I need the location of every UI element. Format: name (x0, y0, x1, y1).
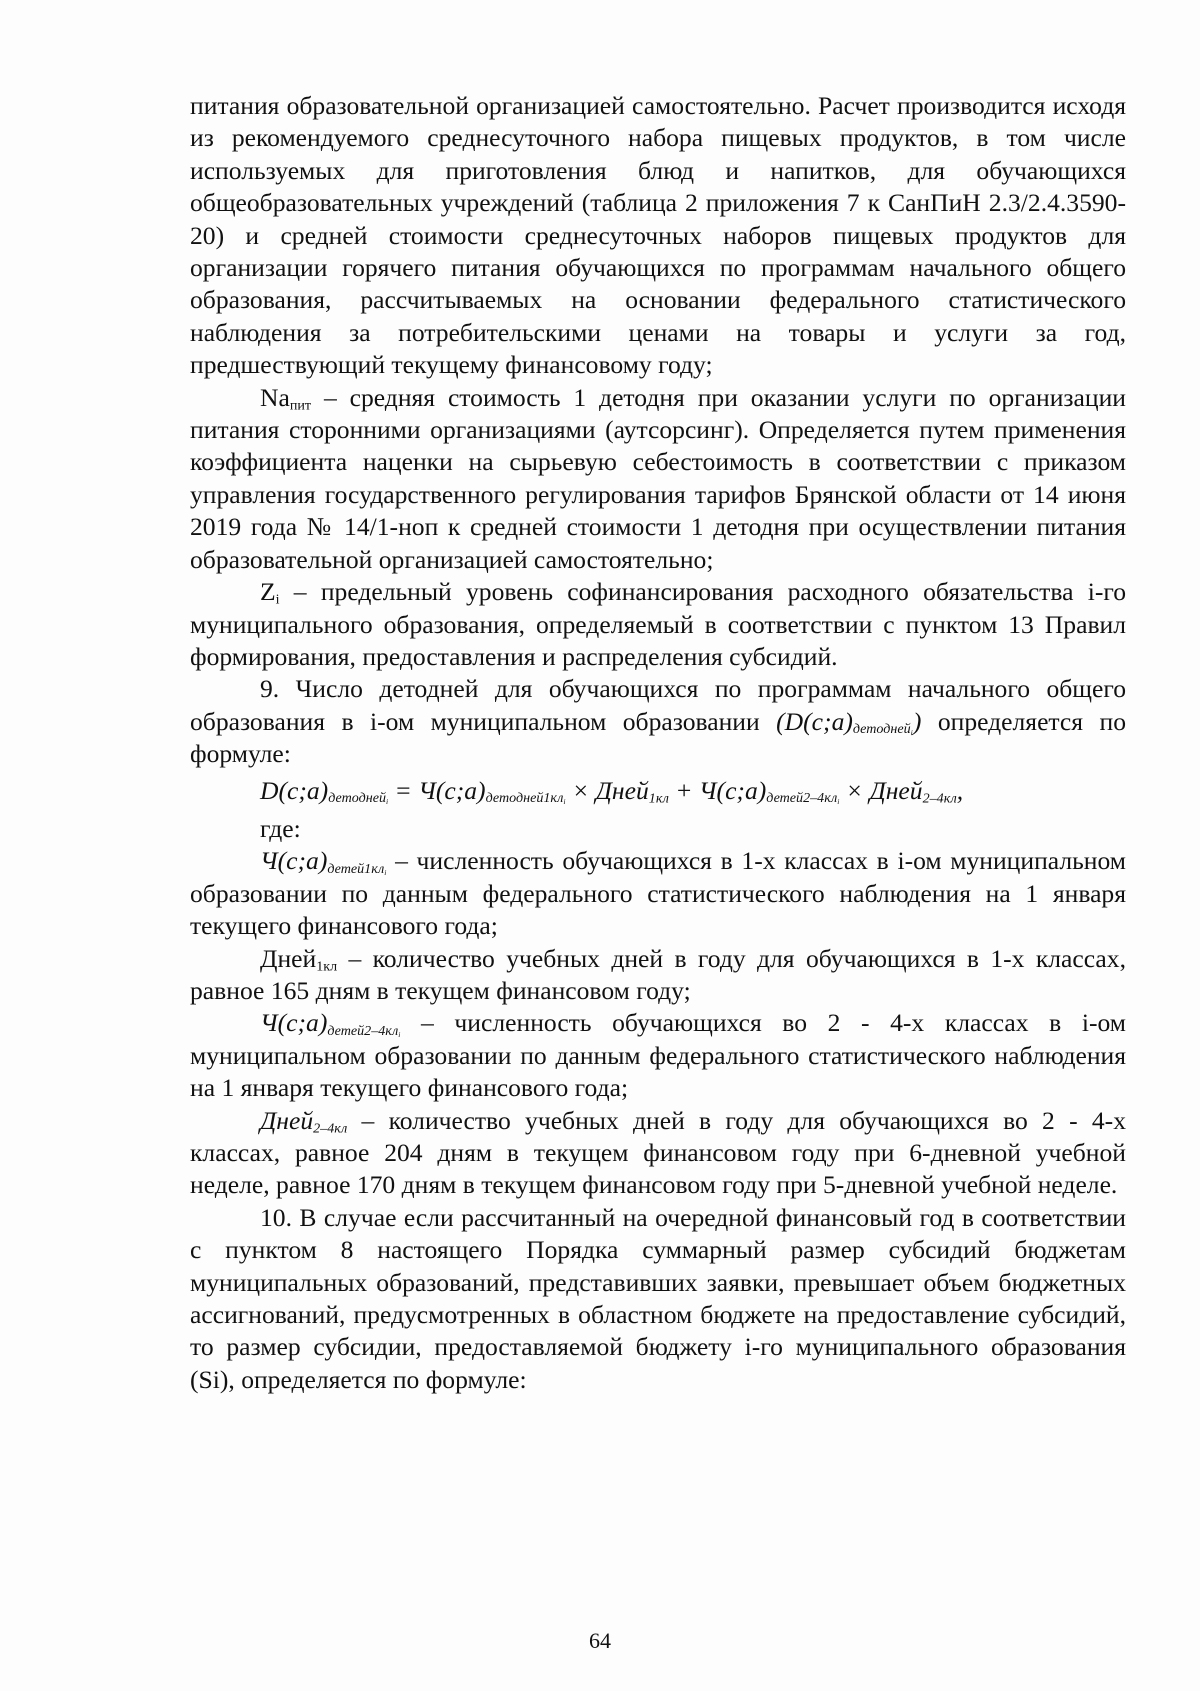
paragraph-text: – количество учебных дней в году для обучающихся во 2 - 4-х классах, равное 204 дням в текущем финансовом году при 6-дневной учебной неделе, равное 170 дням в текущем финансовом году при 5-дневной учебной неделе. (190, 1105, 1126, 1200)
symbol-days-1kl: Дней$_{1кл}$ (260, 943, 338, 975)
paragraph-ch-2-4kl (190, 1007, 1126, 1104)
paragraph-item-9 (190, 673, 1126, 770)
symbol-d-detodney: $(D(c;a)_{детодней_i})$ (776, 706, 922, 738)
paragraph-continuation (190, 90, 1126, 382)
paragraph-text: – количество учебных дней в году для обучающихся в 1-х классах, равное 165 дням в текущем финансовом году; (190, 943, 1126, 1005)
paragraph-text: – предельный уровень софинансирования расходного обязательства i-го муниципального образования, определяемый в соответствии с пунктом 13 Правил формирования, предоставления и распределения субсидий. (190, 577, 1126, 671)
paragraph-text: – численность обучающихся в 1-х классах в i-ом муниципальном образовании по данным федерального статистического наблюдения на 1 января текущего финансового года; (190, 846, 1126, 941)
paragraph-zi (190, 576, 1126, 673)
paragraph-na-pit (190, 382, 1126, 576)
symbol-days-2-4kl: Дней$_{2-4кл}$ (260, 1105, 348, 1137)
paragraph-text: – численность обучающихся во 2 - 4-х классах в i-ом муниципальном образовании по данным федерального статистического наблюдения на 1 января текущего финансового года; (190, 1008, 1126, 1103)
paragraph-text: определяется по формуле: (190, 706, 1127, 769)
symbol-zi: $Z_i$ (260, 577, 280, 608)
paragraph-ch-1kl (190, 845, 1126, 942)
paragraph-days-2-4kl (190, 1105, 1126, 1202)
paragraph-text: – средняя стоимость 1 детодня при оказании услуги по организации питания сторонними организациями (аутсорсинг). Определяется путем применения коэффициента наценки на сырьевую себестоимость в соответствии с приказом управления государственного регулирования тарифов Брянской области от 14 июня 2019 года № 14/1-ноп к средней стоимости 1 детодня при осуществлении питания образовательной организацией самостоятельно; (190, 382, 1126, 574)
formula-detodney: $D(c;a)_{детодней_i}$ = $Ч(c;a)_{детодней1кл_i}$ × Дней$_{1кл}$ + $Ч(c;a)_{детей2-4кл_i}$ × Дней$_{2-4кл}$, (260, 775, 964, 807)
paragraph-item-10 (190, 1202, 1126, 1396)
symbol-ch-2-4kl: $Ч(c;a)_{детей2-4кл_i}$ (260, 1008, 401, 1039)
symbol-na-pit: $Na_{пит}$ (260, 382, 312, 414)
where-label: где: (260, 813, 301, 843)
symbol-ch-1kl: $Ч(c;a)_{детей1кл_i}$ (260, 846, 387, 877)
paragraph-text: 10. В случае если рассчитанный на очередной финансовый год в соответствии с пунктом 8 настоящего Порядка суммарный размер субсидий бюджетам муниципальных образований, представивших заявки, превышает объем бюджетных ассигнований, предусмотренных в областном бюджете на предоставление субсидий, то размер субсидии, предоставляемой бюджету i-го муниципального образования (Si), определяется по формуле: (190, 1202, 1126, 1394)
document-body (190, 90, 1126, 1396)
paragraph-text: 9. Число детодней для обучающихся по программам начального общего образования в i-ом муниципальном образовании (190, 674, 1126, 736)
paragraph-text: питания образовательной организацией самостоятельно. Расчет производится исходя из рекомендуемого среднесуточного набора пищевых продуктов, в том числе используемых для приготовления блюд и напитков, для обучающихся общеобразовательных учреждений (таблица 2 приложения 7 к СанПиН 2.3/2.4.3590-20) и средней стоимости среднесуточных наборов пищевых продуктов для организации горячего питания обучающихся по программам начального общего образования, рассчитываемых на основании федерального статистического наблюдения за потребительскими ценами на товары и услуги за год, предшествующий текущему финансовому году; (190, 91, 1126, 380)
paragraph-days-1kl (190, 943, 1126, 1008)
page-number: 64 (589, 1628, 611, 1653)
